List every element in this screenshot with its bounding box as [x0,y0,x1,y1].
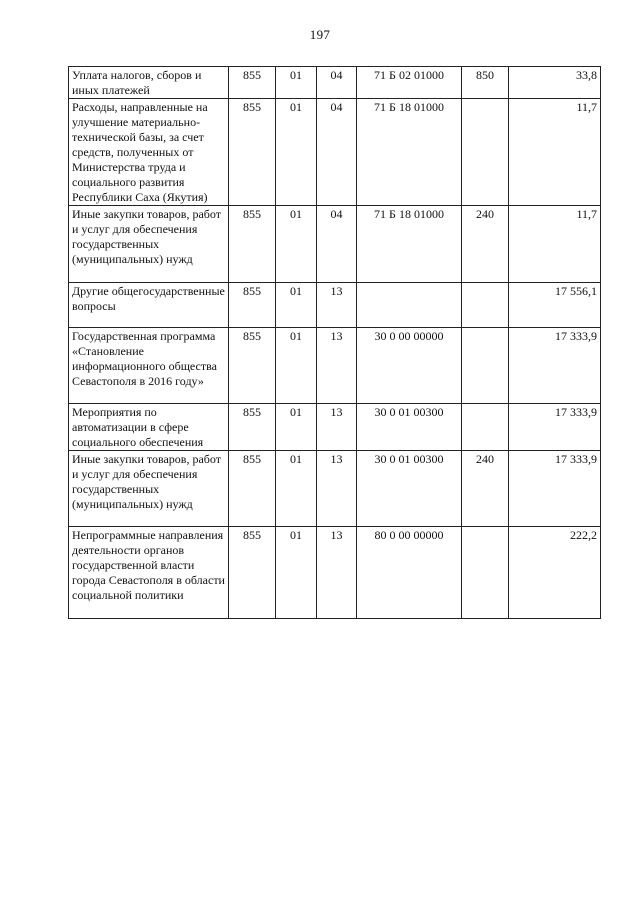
table-row [69,67,601,99]
target-item-code-cell: 30 0 01 00300 [357,404,462,451]
target-item-code-cell: 30 0 00 00000 [357,328,462,404]
row-name-cell: Мероприятия по автоматизации в сфере социального обеспечения [69,404,229,451]
department-code-cell: 855 [229,283,276,328]
expense-type-code-cell [462,404,509,451]
subsection-code-cell: 13 [317,283,357,328]
row-name-cell: Непрограммные направления деятельности органов государственной власти города Севастополя в области социальной политики [69,527,229,619]
expense-type-code-cell [462,99,509,206]
subsection-code-cell: 04 [317,206,357,283]
department-code-cell: 855 [229,451,276,527]
department-code-cell: 855 [229,67,276,99]
expense-type-code-cell [462,527,509,619]
row-name-cell: Расходы, направленные на улучшение материально-технической базы, за счет средств, полученных от Министерства труда и социального развития Республики Саха (Якутия) [69,99,229,206]
amount-cell: 17 556,1 [509,283,601,328]
expense-type-code-cell [462,328,509,404]
target-item-code-cell: 80 0 00 00000 [357,527,462,619]
department-code-cell: 855 [229,527,276,619]
subsection-code-cell: 13 [317,527,357,619]
section-code-cell: 01 [276,206,317,283]
table-row [69,404,601,451]
table-row [69,527,601,619]
section-code-cell: 01 [276,99,317,206]
row-name-cell: Другие общегосударственные вопросы [69,283,229,328]
expense-type-code-cell [462,283,509,328]
subsection-code-cell: 13 [317,404,357,451]
section-code-cell: 01 [276,404,317,451]
expense-type-code-cell: 850 [462,67,509,99]
table-row [69,328,601,404]
row-name-cell: Государственная программа «Становление информационного общества Севастополя в 2016 году» [69,328,229,404]
amount-cell: 17 333,9 [509,451,601,527]
department-code-cell: 855 [229,99,276,206]
expense-type-code-cell: 240 [462,451,509,527]
department-code-cell: 855 [229,206,276,283]
budget-table-body [69,67,601,619]
subsection-code-cell: 13 [317,451,357,527]
amount-cell: 17 333,9 [509,328,601,404]
section-code-cell: 01 [276,527,317,619]
section-code-cell: 01 [276,67,317,99]
subsection-code-cell: 04 [317,99,357,206]
expense-type-code-cell: 240 [462,206,509,283]
row-name-cell: Иные закупки товаров, работ и услуг для обеспечения государственных (муниципальных) нужд [69,206,229,283]
target-item-code-cell [357,283,462,328]
page-number: 197 [309,27,331,42]
target-item-code-cell: 71 Б 18 01000 [357,206,462,283]
department-code-cell: 855 [229,328,276,404]
amount-cell: 222,2 [509,527,601,619]
table-row [69,206,601,283]
table-row [69,99,601,206]
amount-cell: 17 333,9 [509,404,601,451]
amount-cell: 11,7 [509,206,601,283]
subsection-code-cell: 13 [317,328,357,404]
target-item-code-cell: 71 Б 02 01000 [357,67,462,99]
table-row [69,283,601,328]
subsection-code-cell: 04 [317,67,357,99]
target-item-code-cell: 71 Б 18 01000 [357,99,462,206]
budget-table [68,66,601,619]
amount-cell: 11,7 [509,99,601,206]
row-name-cell: Уплата налогов, сборов и иных платежей [69,67,229,99]
section-code-cell: 01 [276,283,317,328]
department-code-cell: 855 [229,404,276,451]
target-item-code-cell: 30 0 01 00300 [357,451,462,527]
table-row [69,451,601,527]
amount-cell: 33,8 [509,67,601,99]
section-code-cell: 01 [276,451,317,527]
section-code-cell: 01 [276,328,317,404]
row-name-cell: Иные закупки товаров, работ и услуг для обеспечения государственных (муниципальных) нужд [69,451,229,527]
